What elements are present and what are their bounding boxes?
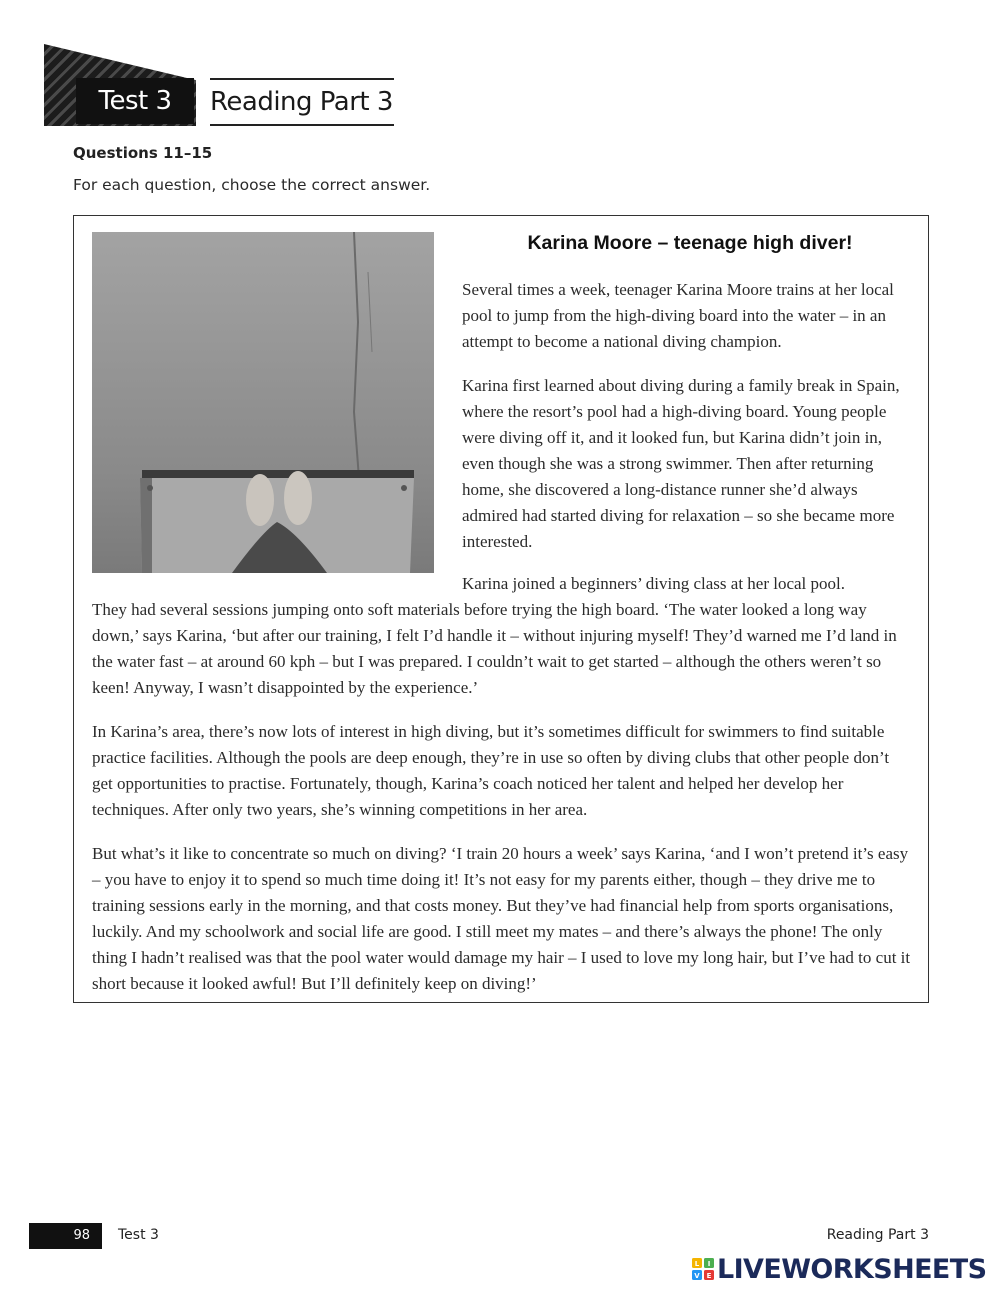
svg-text:L: L: [694, 1260, 700, 1268]
footer-test-label: Test 3: [118, 1227, 159, 1243]
liveworksheets-logo[interactable]: [691, 1254, 986, 1284]
questions-heading: Questions 11–15: [73, 144, 213, 162]
article-paragraph-3-start: [462, 571, 907, 597]
article-title: Karina Moore – teenage high diver!: [527, 232, 853, 254]
article-paragraph-4: In Karina’s area, there’s now lots of interest in high diving, but it’s sometimes difficult for swimmers to find suitable practice facilities. Although the pools are deep enough, they’re in use so often by diving clubs that other people don’t get opportunities to practise. Fortunately, though, Karina’s coach noticed her talent and helped her develop her techniques. After only two years, she’s winning competitions in her area.: [92, 722, 890, 819]
article-box: [73, 215, 929, 1003]
article-paragraph-5: But what’s it like to concentrate so much on diving? ‘I train 20 hours a week’ says Karina, ‘and I won’t pretend it’s easy – you have to enjoy it to spend so much time doing it! It’s not easy for my parents either, though – they drive me to training sessions early in the morning, and that costs money. But they’ve had financial help from sports organisations, luckily. And my schoolwork and social life are good. I still meet my mates – and there’s always the phone! The only thing I hadn’t realised was that the pool water would damage my hair – I used to love my long hair, but I’ve had to cut it short because it looked awful! But I’ll definitely keep on diving!’: [92, 844, 911, 993]
svg-text:E: E: [706, 1272, 712, 1280]
liveworksheets-logo-icon: [691, 1257, 715, 1281]
diving-board-photo: [92, 232, 434, 573]
svg-text:I: I: [707, 1260, 711, 1268]
article-paragraph-2: Karina first learned about diving during a family break in Spain, where the resort’s pool had a high-diving board. Young people were diving off it, and it looked fun, but Karina didn’t join in, even though she was a strong swimmer. Then after returning home, she discovered a long-distance runner she’d always admired had started diving for relaxation – so she became more interested.: [462, 376, 900, 551]
svg-text:V: V: [694, 1272, 700, 1280]
article-right-column: [462, 277, 907, 573]
article-paragraph-3-line: Karina joined a beginners’ diving class at her local pool.: [462, 574, 846, 593]
test-label: Test 3: [76, 78, 194, 124]
page-number: 98: [29, 1223, 102, 1249]
article-paragraph-3-continued: They had several sessions jumping onto soft materials before trying the high board. ‘The water looked a long way down,’ says Karina, ‘but after our training, I felt I’d handle it – without injuring myself! They’d warned me I’d land in the water fast – at around 60 kph – but I was prepared. I couldn’t wait to get started – although the others weren’t so keen! Anyway, I wasn’t disappointed by the experience.’: [92, 600, 897, 697]
article-paragraph-1: Several times a week, teenager Karina Moore trains at her local pool to jump from the high-diving board into the water – in an attempt to become a national diving champion.: [462, 280, 894, 351]
diving-board-illustration: [92, 232, 434, 573]
article-full-column: [92, 597, 912, 1015]
footer-section-label: Reading Part 3: [826, 1227, 929, 1243]
questions-instruction: For each question, choose the correct answer.: [73, 176, 431, 194]
liveworksheets-brand-text: LIVEWORKSHEETS: [717, 1253, 987, 1285]
section-title: Reading Part 3: [210, 78, 394, 126]
